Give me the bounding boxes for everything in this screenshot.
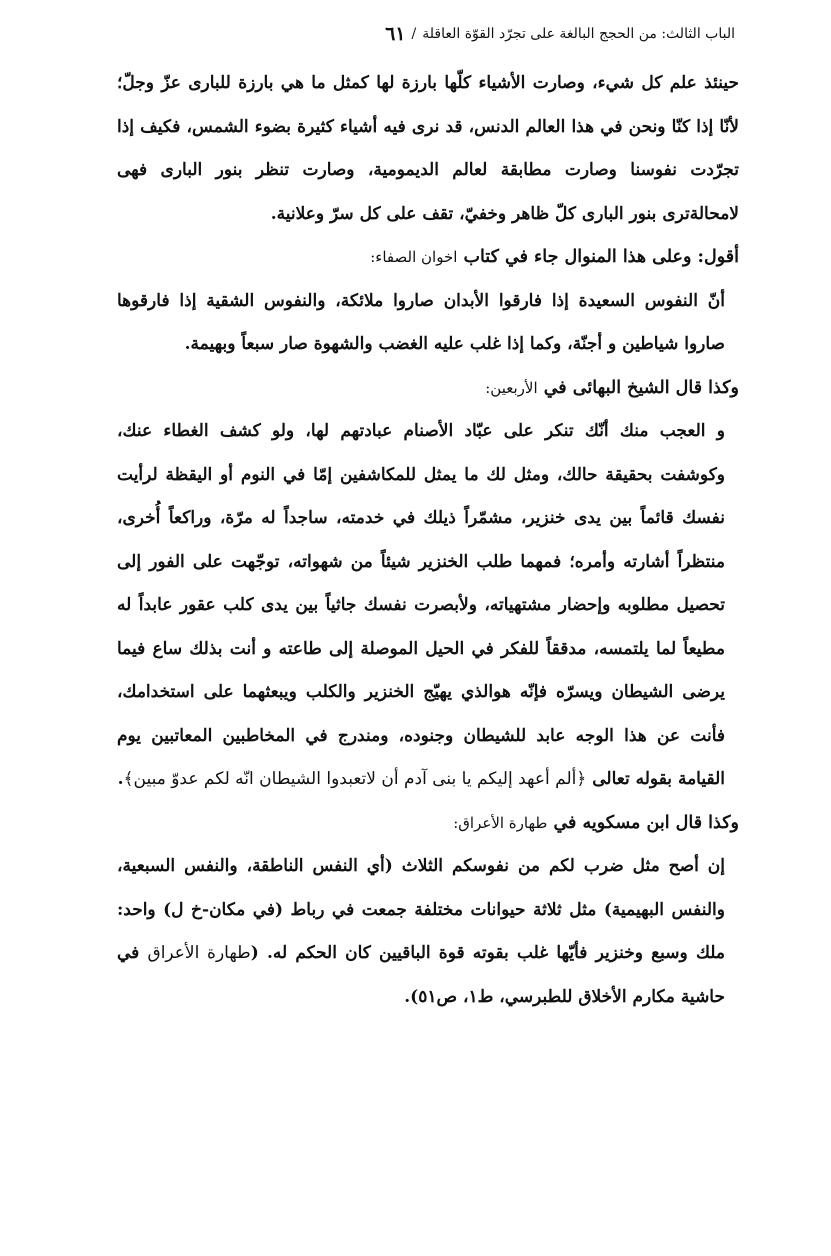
heading-ibn-miskawayh: [117, 802, 739, 846]
paragraph-opening: حينئذ علم كل شيء، وصارت الأشياء كلّها بارزة لها كمثل ما هي بارزة للبارى عزّ وجلّ؛ لأنّا إذا كنّا ونحن في هذا العالم الدنس، قد نرى فيه أشياء كثيرة بضوء الشمس، فكيف إذا تجرّدت نفوسنا وصارت مطابقة لعالم الديمومية، وصارت تنظر بنور البارى فهى لامحالةترى بنور البارى كلّ ظاهر وخفيّ، تقف على كل سرّ وعلانية.: [117, 73, 739, 224]
book-reference: اخوان الصفاء:: [370, 248, 458, 266]
header-separator: /: [411, 26, 417, 42]
book-reference: طهارة الأعراق: [147, 943, 251, 963]
quran-verse: ﴿ألم أعهد إليكم يا بنى آدم أن لاتعبدوا الشيطان انّه لكم عدوّ مبين﴾: [123, 769, 587, 789]
heading-lead: وكذا قال ابن مسكويه في: [553, 812, 739, 833]
citation-tail: في حاشية مكارم الأخلاق للطبرسي، ط١، ص٥١).: [117, 943, 725, 1007]
book-reference: طهارة الأعراق:: [453, 813, 548, 832]
heading-lead: وكذا قال الشيخ البهائى في: [543, 377, 739, 398]
quote-body: و العجب منك أنّك تنكر على عبّاد الأصنام عبادتهم لها، ولو كشف الغطاء عنك، وكوشفت بحقيقة حالك، ومثل لك ما يمثل للمكاشفين إمّا في النوم أو اليقظة لرأيت نفسك قائماً بين يدى خنزير، مشمّراً ذيلك في خدمته، ساجداً له مرّة، وراكعاً أُخرى، منتظراً أشارته وأمره؛ فمهما طلب الخنزير شيئاً من شهواته، توجّهت على الفور إلى تحصيل مطلوبه وإحضار مشتهياته، ولأبصرت نفسك جاثياً بين يدى كلب عقور عابداً له مطيعاً لما يلتمسه، مدققاً للفكر في الحيل الموصلة إلى طاعته و أنت بذلك ساع فيما يرضى الشيطان ويسرّه فإنّه هوالذي يهيّج الخنزير والكلب ويبعثهما على استخدامك، فأنت عن هذا الوجه عابد للشيطان وجنوده، ومندرج في المخاطبين المعاتبين يوم القيامة بقوله تعالى: [117, 421, 725, 789]
body-text: [117, 62, 739, 1019]
quote-ikhwan-al-safa: أنّ النفوس السعيدة إذا فارقوا الأبدان صاروا ملائكة، والنفوس الشقية إذا فارقوها صاروا شياطين و أجنّة، وكما إذا غلب عليه الغضب والشهوة صار سبعاً وبهيمة.: [117, 290, 725, 354]
quote-body: إن أصح مثل ضرب لكم من نفوسكم الثلاث (أي النفس الناطقة، والنفس السبعية، والنفس البهيمية) مثل ثلاثة حيوانات مختلفة جمعت في رباط (في مكان-خ ل) واحد: ملك وسبع وخنزير فأيّها غلب بقوته قوة الباقيين كان الحكم له. (: [117, 856, 726, 963]
running-head: [385, 20, 735, 48]
quote-ibn-miskawayh: [117, 845, 739, 1019]
quote-shaykh-bahai: [117, 410, 739, 802]
book-reference: الأربعين:: [485, 378, 538, 397]
page-number: ٦١: [385, 23, 406, 45]
chapter-title: الباب الثالث: من الحجج البالغة على تجرّد القوّة العاقلة: [422, 26, 735, 42]
heading-lead: أقول: وعلى هذا المنوال جاء في كتاب: [463, 247, 739, 267]
heading-shaykh-bahai: [117, 367, 739, 411]
quote-period: .: [117, 769, 124, 789]
heading-ikhwan-al-safa: [117, 236, 739, 280]
